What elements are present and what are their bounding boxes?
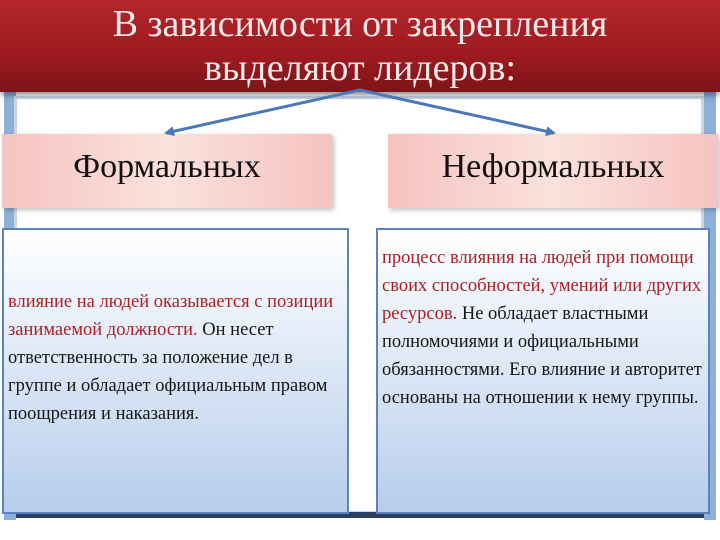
informal-leaders-box <box>388 134 718 208</box>
informal-description-highlight: процесс влияния на людей при помощи своих способностей, умений или других ресурсов. <box>382 248 702 324</box>
formal-description-box <box>2 228 349 514</box>
title-line-2: выделяют лидеров: <box>203 47 517 89</box>
title-bar <box>0 0 720 92</box>
formal-description-highlight: влияние на людей оказывается с позиции занимаемой должности. <box>8 292 334 340</box>
slide-title <box>0 2 720 90</box>
formal-leaders-label: Формальных <box>73 148 261 185</box>
title-line-1: В зависимости от закрепления <box>112 3 608 45</box>
informal-description-text: Не обладает властными полномочиями и официальными обязанностями. Его влияние и авторитет основаны на отношении к нему группы. <box>382 304 702 408</box>
formal-description-text: Он несет ответственность за положение дел в группе и обладает официальным правом поощрения и наказания. <box>8 320 328 424</box>
informal-leaders-label: Неформальных <box>441 148 665 185</box>
informal-description <box>382 244 708 412</box>
informal-description-box <box>376 228 710 514</box>
formal-leaders-box <box>2 134 332 208</box>
formal-description <box>8 288 348 428</box>
